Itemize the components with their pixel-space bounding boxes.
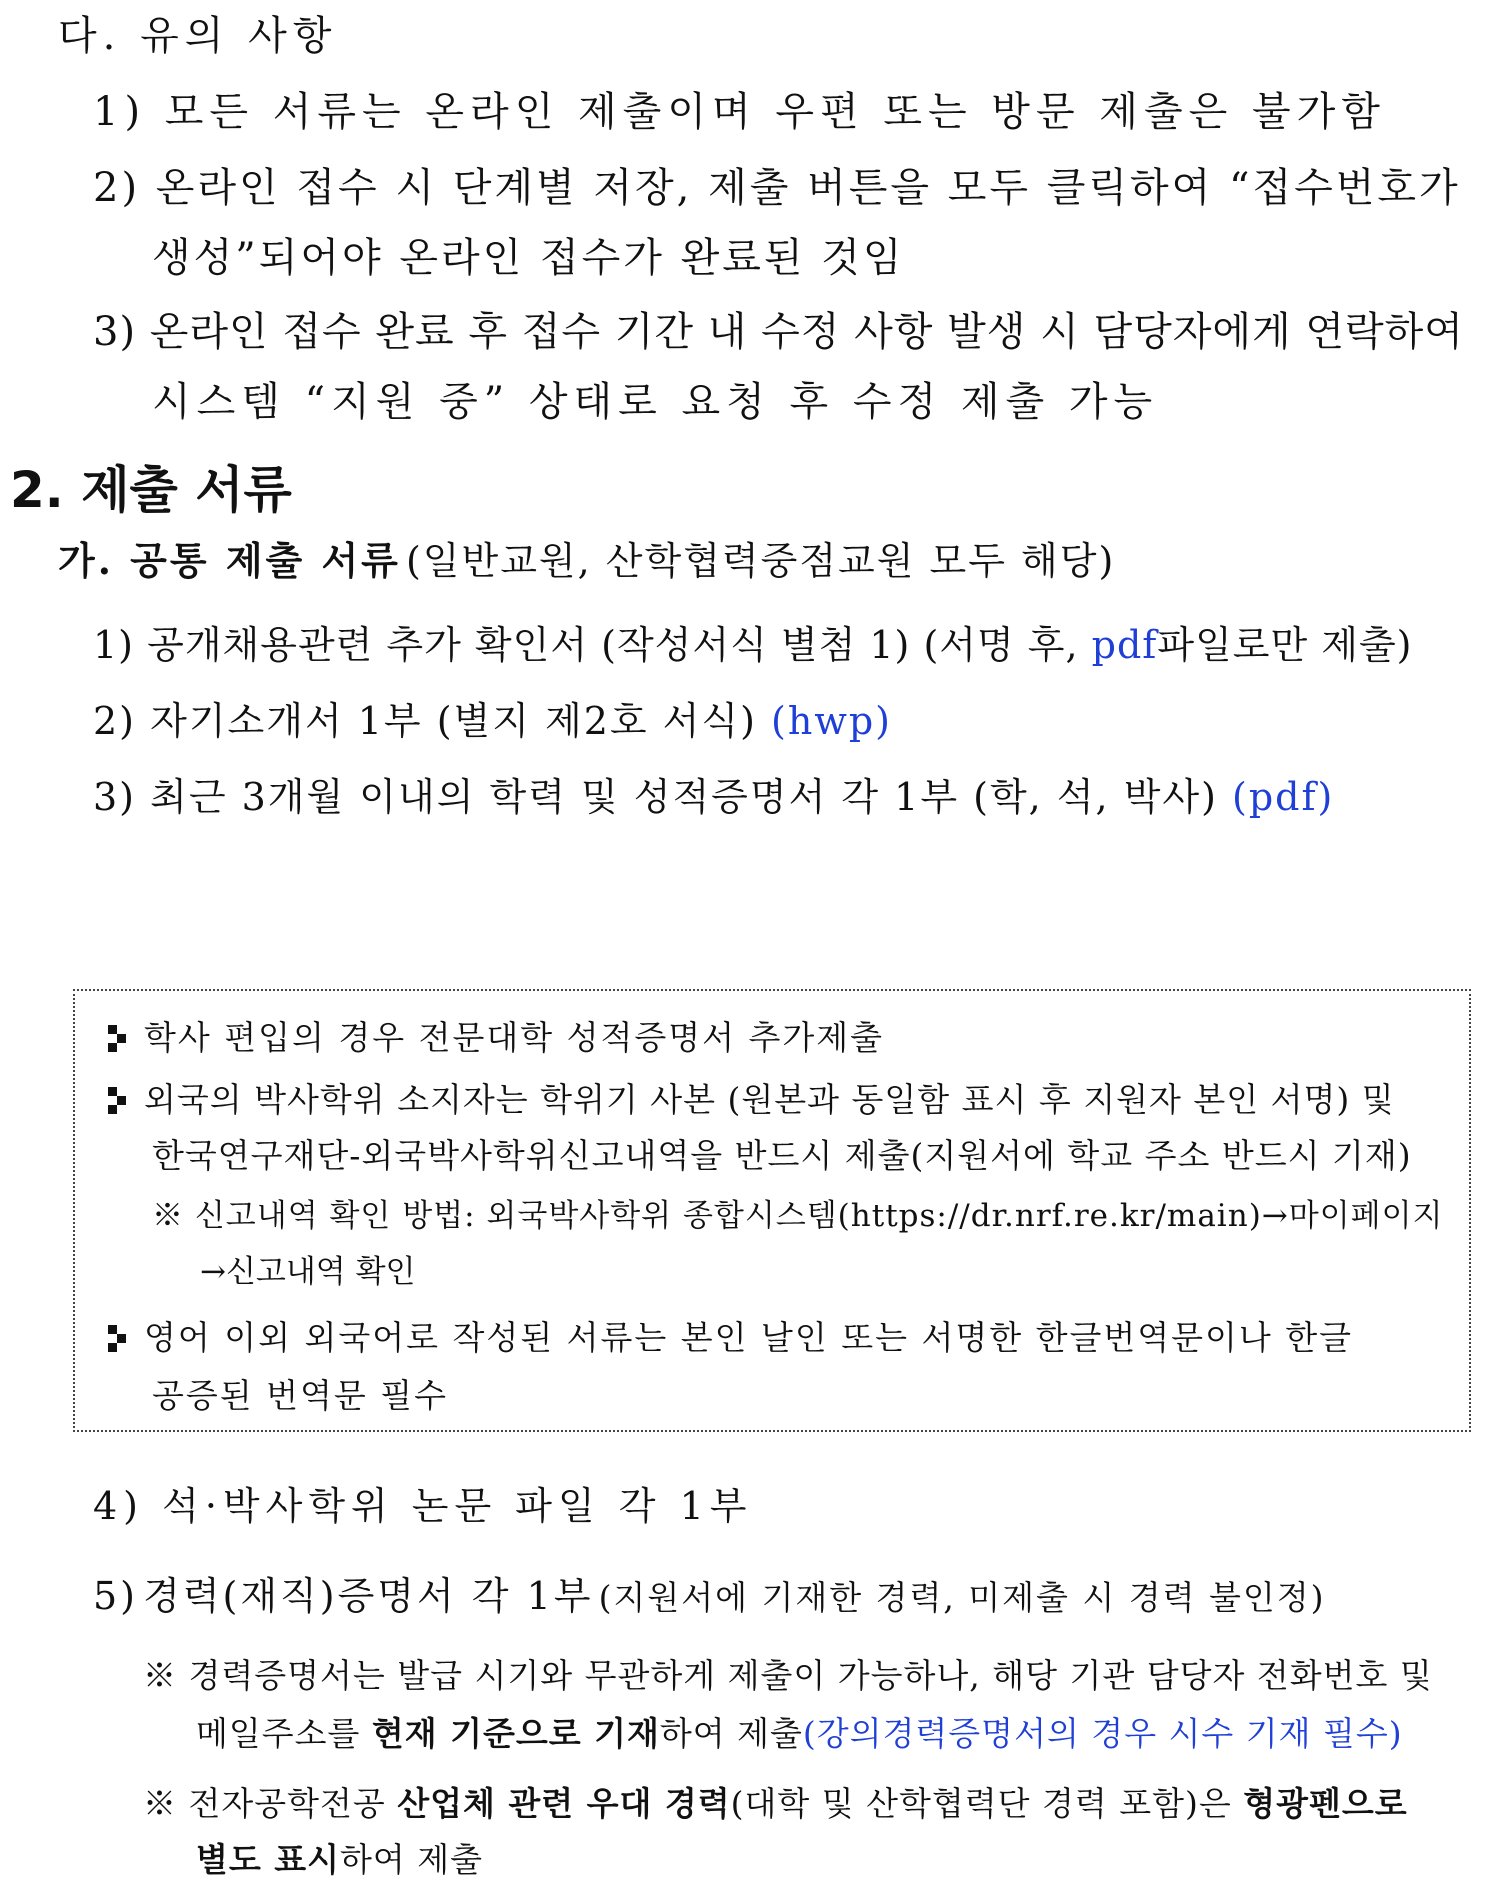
item-text: 자기소개서 1부 (별지 제2호 서식)	[150, 699, 772, 743]
item-paren: (지원서에 기재한 경력, 미제출 시 경력 불인정)	[598, 1578, 1326, 1617]
box-bullet-3-cont: 공증된 번역문 필수	[152, 1376, 449, 1415]
doc-item-1	[93, 614, 1413, 669]
note-text-b: (대학 및 산학협력단 경력 포함)은	[730, 1784, 1244, 1823]
note-text: 메일주소를	[196, 1714, 372, 1753]
format-tag: (hwp)	[771, 699, 892, 743]
note-emphasis: 현재 기준으로 기재	[371, 1714, 660, 1753]
note-text: 전자공학전공	[188, 1784, 398, 1823]
item-text: 모든 서류는 온라인 제출이며 우편 또는 방문 제출은 불가함	[164, 89, 1386, 135]
note-mark: ※	[143, 1656, 177, 1695]
notes-item-2-cont: 생성”되어야 온라인 접수가 완료된 것임	[152, 235, 905, 281]
note-text: 경력증명서는 발급 시기와 무관하게 제출이 가능하나, 해당 기관 담당자 전화번호 및	[188, 1656, 1433, 1695]
career-note-2	[143, 1778, 1408, 1825]
item-number: 2)	[93, 165, 141, 211]
bullet-icon	[108, 1087, 130, 1113]
sub-heading-label: 가. 공통 제출 서류	[58, 538, 401, 583]
item-text: 경력(재직)증명서 각 1부	[143, 1574, 594, 1618]
item-tail: 파일로만 제출)	[1157, 623, 1413, 667]
item-text: 온라인 접수 시 단계별 저장, 제출 버튼을 모두 클릭하여 “접수번호가	[155, 165, 1461, 211]
item-number: 1)	[93, 89, 147, 135]
sub-heading-paren: (일반교원, 산학협력중점교원 모두 해당)	[405, 539, 1116, 583]
doc-item-2	[93, 690, 892, 745]
box-note-line2: →신고내역 확인	[200, 1254, 416, 1290]
sub-heading-common-docs	[58, 530, 1115, 585]
career-note-1-cont	[196, 1708, 1403, 1755]
format-tag: pdf	[1091, 623, 1158, 667]
item-number: 3)	[93, 309, 137, 355]
section-title: 2. 제출 서류	[10, 461, 292, 519]
bullet-icon	[108, 1025, 130, 1051]
note-text-b: 하여 제출	[340, 1840, 484, 1879]
item-text: 공개채용관련 추가 확인서 (작성서식 별첨 1) (서명 후,	[147, 623, 1092, 667]
format-tag: (pdf)	[1232, 775, 1335, 819]
box-bullet-2-cont: 한국연구재단-외국박사학위신고내역을 반드시 제출(지원서에 학교 주소 반드시 기재)	[152, 1136, 1412, 1175]
notes-item-3	[93, 300, 1464, 357]
item-number: 3)	[93, 775, 137, 819]
doc-item-3	[93, 766, 1334, 821]
box-bullet-2	[108, 1074, 1395, 1121]
bullet-text: 영어 이외 외국어로 작성된 서류는 본인 날인 또는 서명한 한글번역문이나 한글	[144, 1318, 1353, 1357]
item-text: 온라인 접수 완료 후 접수 기간 내 수정 사항 발생 시 담당자에게 연락하여	[149, 309, 1464, 355]
item-text: 석·박사학위 논문 파일 각 1부	[162, 1484, 753, 1528]
notes-item-1	[93, 80, 1386, 137]
career-note-2-cont	[196, 1834, 483, 1881]
box-bullet-1	[108, 1012, 884, 1059]
notes-heading: 다. 유의 사항	[58, 13, 338, 59]
notes-item-3-cont: 시스템 “지원 중” 상태로 요청 후 수정 제출 가능	[152, 379, 1159, 425]
item-number: 2)	[93, 699, 137, 743]
item-number: 1)	[93, 623, 135, 667]
item-number: 4)	[93, 1484, 145, 1528]
note-emphasis: 별도 표시	[196, 1840, 341, 1879]
box-bullet-3	[108, 1312, 1353, 1359]
doc-item-5	[93, 1565, 1326, 1620]
note-emphasis: 산업체 관련 우대 경력	[397, 1784, 731, 1823]
bullet-text: 학사 편입의 경우 전문대학 성적증명서 추가제출	[144, 1018, 885, 1057]
career-note-1	[143, 1650, 1433, 1697]
doc-item-4	[93, 1475, 752, 1530]
note-emphasis-2: 형광펜으로	[1243, 1784, 1408, 1823]
note-mark: ※	[143, 1784, 177, 1823]
item-number: 5)	[93, 1574, 139, 1618]
note-blue: (강의경력증명서의 경우 시수 기재 필수)	[802, 1714, 1403, 1753]
box-note-line1: ※ 신고내역 확인 방법: 외국박사학위 종합시스템(https://dr.nrf.re.kr/main)→마이페이지	[152, 1198, 1444, 1234]
note-text-b: 하여 제출	[659, 1714, 803, 1753]
bullet-text: 외국의 박사학위 소지자는 학위기 사본 (원본과 동일함 표시 후 지원자 본인 서명) 및	[144, 1080, 1395, 1119]
bullet-icon	[108, 1325, 130, 1351]
notes-item-2	[93, 156, 1461, 213]
item-text: 최근 3개월 이내의 학력 및 성적증명서 각 1부 (학, 석, 박사)	[150, 775, 1233, 819]
